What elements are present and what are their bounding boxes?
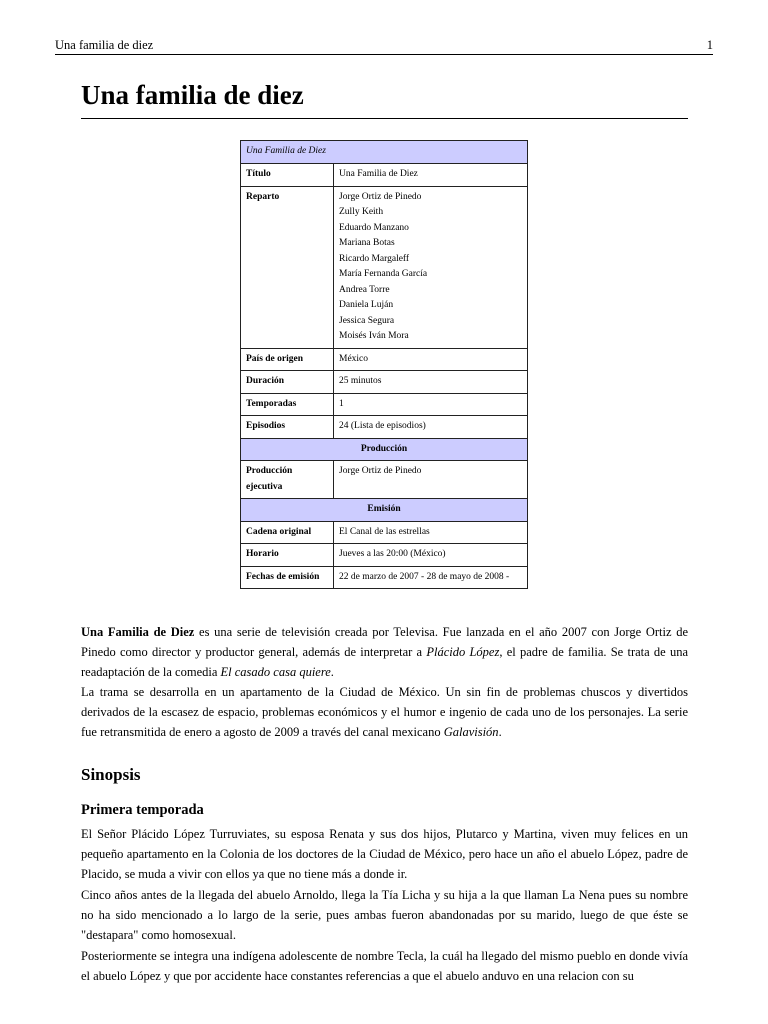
cast-member: Jessica Segura xyxy=(339,315,395,326)
intro-italic: Plácido López xyxy=(426,645,500,659)
infobox-row xyxy=(241,393,528,416)
cast-member: Daniela Luján xyxy=(339,300,394,310)
infobox-row xyxy=(241,164,528,187)
infobox-row xyxy=(241,544,528,567)
infobox-value: 1 xyxy=(334,393,528,416)
cast-member: Ricardo Margaleff xyxy=(339,253,410,264)
infobox-key: Duración xyxy=(241,371,334,394)
intro-paragraph-1 xyxy=(81,622,688,682)
subsection-heading: Primera temporada xyxy=(81,802,204,818)
page-number: 1 xyxy=(706,38,713,52)
cast-member: Eduardo Manzano xyxy=(339,222,409,233)
infobox-key: Producción ejecutiva xyxy=(241,461,334,499)
sinopsis-paragraph-2: Cinco años antes de la llegada del abuelo Arnoldo, llega la Tía Licha y su hija a la que llaman La Nena pues su nombre no ha sido mencionado a lo largo de la serie, pues ambas fueron abandonadas por su marido, luego de que éste se "destapara" como homosexual. xyxy=(81,888,688,942)
infobox-row xyxy=(241,566,528,589)
infobox-row-cast xyxy=(241,186,528,348)
running-title: Una familia de diez xyxy=(55,38,154,52)
infobox-row xyxy=(241,348,528,371)
intro-bold-title: Una Familia de Diez xyxy=(81,625,195,639)
title-rule xyxy=(81,118,688,119)
infobox-value: México xyxy=(334,348,528,371)
intro-italic: Galavisión xyxy=(443,725,499,739)
infobox-row xyxy=(241,521,528,544)
infobox-caption: Una Familia de Diez xyxy=(241,141,528,164)
infobox-key: Horario xyxy=(241,544,334,567)
cast-member: Moisés Iván Mora xyxy=(339,331,409,341)
intro-text: . xyxy=(330,665,334,679)
sinopsis-paragraph-1: El Señor Plácido López Turruviates, su esposa Renata y sus dos hijos, Plutarco y Martina, viven muy felices en un pequeño apartamento en la Colonia de los doctores de la Ciudad de México, pero hace un año el abuelo López, padre de Placido, se muda a vivir con ellos ya que no tiene más a donde ir. xyxy=(81,827,688,881)
intro-text: es una serie de televisión creada por Televisa. Fue lanzada en el año 2007 con Jorge Ortiz de Pinedo como director y productor general, además de interpretar a xyxy=(81,625,688,659)
infobox-key: Temporadas xyxy=(241,393,334,416)
sinopsis-paragraph-3: Posteriormente se integra una indígena adolescente de nombre Tecla, la cuál ha llegado del mismo pueblo en donde vivía el abuelo López y que por accidente hace constantes referencias a que el abuelo anduvo en una relacion con su xyxy=(81,949,688,983)
infobox-value: Jueves a las 20:00 (México) xyxy=(334,544,528,567)
infobox-key: Fechas de emisión xyxy=(241,566,334,589)
section-heading-sinopsis: Sinopsis xyxy=(81,765,141,784)
infobox-value: Una Familia de Diez xyxy=(334,164,528,187)
cast-list xyxy=(334,186,528,348)
intro-text: , el padre de familia. Se trata de una readaptación de la comedia xyxy=(81,645,688,679)
infobox-row xyxy=(241,461,528,499)
infobox-section-production: Producción xyxy=(241,438,528,461)
infobox-key: Episodios xyxy=(241,416,334,439)
intro-paragraph-2 xyxy=(81,682,688,742)
page-title: Una familia de diez xyxy=(81,80,304,110)
infobox-row xyxy=(241,416,528,439)
cast-member: Zully Keith xyxy=(339,207,384,217)
cast-member: Andrea Torre xyxy=(339,284,390,295)
cast-member: María Fernanda García xyxy=(339,269,428,279)
infobox-key: Título xyxy=(241,164,334,187)
intro-text: . xyxy=(498,725,502,739)
running-header xyxy=(55,38,713,54)
infobox-value: Jorge Ortiz de Pinedo xyxy=(334,461,528,499)
infobox-value: 25 minutos xyxy=(334,371,528,394)
infobox-key: Reparto xyxy=(241,186,334,348)
infobox-value: El Canal de las estrellas xyxy=(334,521,528,544)
infobox-section-broadcast: Emisión xyxy=(241,499,528,522)
infobox-value: 24 (Lista de episodios) xyxy=(334,416,528,439)
infobox xyxy=(240,140,528,589)
cast-member: Jorge Ortiz de Pinedo xyxy=(339,191,422,202)
intro-italic: El casado casa quiere xyxy=(220,665,331,679)
cast-member: Mariana Botas xyxy=(339,238,395,248)
header-rule xyxy=(55,54,713,55)
intro-text: La trama se desarrolla en un apartamento de la Ciudad de México. Un sin fin de problemas chuscos y divertidos derivados de la escasez de espacio, problemas económicos y el humor e ingenio de cada uno de los personajes. La serie fue retransmitida de enero a agosto de 2009 a través del canal mexicano xyxy=(81,685,688,739)
infobox-row xyxy=(241,371,528,394)
infobox-key: Cadena original xyxy=(241,521,334,544)
infobox-value: 22 de marzo de 2007 - 28 de mayo de 2008 - xyxy=(334,566,528,589)
infobox-key: País de origen xyxy=(241,348,334,371)
